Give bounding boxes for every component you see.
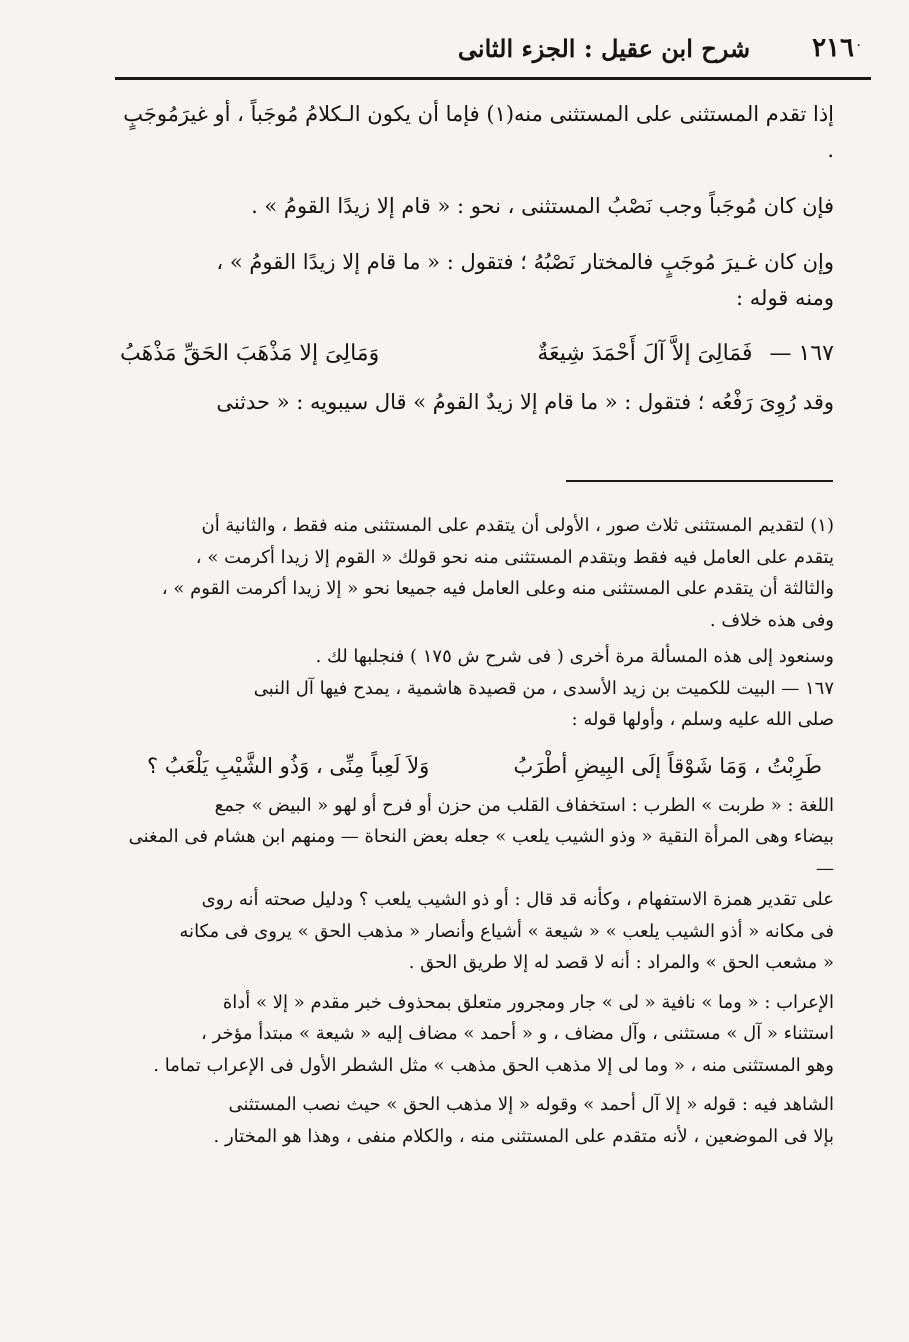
footnote-167-line-1: ١٦٧ — البيت للكميت بن زيد الأسدى ، من قصيدة هاشمية ، يمدح فيها آل النبى bbox=[253, 677, 834, 699]
verse-167-second-hemistich: وَمَالِىَ إلا مَذْهَبَ الحَقِّ مَذْهَبُ bbox=[120, 341, 380, 366]
footnote-167-line-2: صلى الله عليه وسلم ، وأولها قوله : bbox=[571, 709, 834, 730]
paragraph-3-line-2: ومنه قوله : bbox=[736, 286, 834, 310]
footnote-rule bbox=[566, 480, 833, 482]
footnote-1-line-4: وفى هذه خلاف . bbox=[709, 609, 834, 631]
paragraph-1: إذا تقدم المستثنى على المستثنى منه(١) فإما أن يكون الـكلامُ مُوجَباً ، أو غيرَمُوجَبٍ . bbox=[123, 102, 834, 162]
verse-first-text: فَمَالِىَ إلاَّ آلَ أَحْمَدَ شِيعَةٌ bbox=[537, 341, 753, 366]
running-title: شرح ابن عقيل : الجزء الثانى bbox=[457, 33, 751, 63]
lugha-line-4: فى مكانه « أذو الشيب يلعب » « شيعة » أشياع وأنصار « مذهب الحق » يروى فى مكانه bbox=[179, 920, 834, 942]
footnote-verse bbox=[112, 746, 834, 786]
verse-167 bbox=[112, 334, 834, 374]
lugha-line-5: « مشعب الحق » والمراد : أنه لا قصد له إلا طريق الحق . bbox=[408, 952, 834, 973]
footnote-verse-second: وَلاَ لَعِباً مِنِّى ، وَذُو الشَّيْبِ يَلْعَبُ ؟ bbox=[147, 753, 430, 778]
paragraph-2: فإن كان مُوجَباً وجب نَصْبُ المستثنى ، نحو : « قام إلا زيدًا القومُ » . bbox=[251, 194, 834, 218]
lugha-line-1: اللغة : « طربت » الطرب : استخفاف القلب من حزن أو فرح أو لهو « البيض » جمع bbox=[214, 794, 834, 816]
irab-line-2: استثناء « آل » مستثنى ، وآل مضاف ، و « أحمد » مضاف إليه « شيعة » مبتدأ مؤخر ، bbox=[201, 1023, 834, 1044]
irab-line-1: الإعراب : « وما » نافية « لى » جار ومجرور متعلق بمحذوف خبر مقدم « إلا » أداة bbox=[222, 991, 834, 1013]
paragraph-4: وقد رُوِىَ رَفْعُه ؛ فتقول : « ما قام إلا زيدٌ القومُ » قال سيبويه : « حدثنى bbox=[216, 390, 834, 414]
footnote-1-line-3: والثالثة أن يتقدم على المستثنى منه وعلى العامل فيه جميعا نحو « إلا زيدا أكرمت القوم » ، bbox=[161, 578, 834, 599]
shahid-line-1: الشاهد فيه : قوله « إلا آل أحمد » وقوله « إلا مذهب الحق » حيث نصب المستثنى bbox=[228, 1094, 834, 1115]
margin-mark: · bbox=[856, 38, 861, 54]
lugha-line-2: بيضاء وهى المرأة النقية « وذو الشيب يلعب » جعله بعض النحاة — ومنهم ابن هشام فى المغنى — bbox=[128, 826, 834, 879]
lugha-line-3: على تقدير همزة الاستفهام ، وكأنه قد قال : أو ذو الشيب يلعب ؟ ودليل صحته أنه روى bbox=[201, 889, 834, 910]
paragraph-3-line-1: وإن كان غـيرَ مُوجَبٍ فالمختار نَصْبُهُ ؛ فتقول : « ما قام إلا زيدًا القومُ » ، bbox=[216, 250, 834, 274]
irab-line-3: وهو المستثنى منه ، « وما لى إلا مذهب الحق مذهب » مثل الشطر الأول فى الإعراب تماما . bbox=[153, 1054, 834, 1076]
main-text bbox=[112, 96, 834, 420]
verse-167-first-hemistich bbox=[537, 334, 834, 374]
verse-number: ١٦٧ — bbox=[769, 341, 834, 366]
footnotes bbox=[112, 510, 834, 1152]
header-rule bbox=[115, 77, 871, 80]
shahid-line-2: بإلا فى الموضعين ، لأنه متقدم على المستثنى منه ، والكلام منفى ، وهذا هو المختار . bbox=[213, 1125, 834, 1147]
footnote-1-line-5: وسنعود إلى هذه المسألة مرة أخرى ( فى شرح ش ١٧٥ ) فنجلبها لك . bbox=[315, 646, 834, 667]
page-number: ٢١٦ bbox=[812, 33, 854, 63]
footnote-verse-first: طَرِبْتُ ، وَمَا شَوْقاً إلَى البِيضِ أطْرَبُ bbox=[513, 753, 822, 778]
footnote-1-line-1: (١) لتقديم المستثنى ثلاث صور ، الأولى أن يتقدم على المستثنى منه فقط ، والثانية أن bbox=[201, 515, 834, 536]
page-header bbox=[320, 28, 854, 68]
footnote-1-line-2: يتقدم على العامل فيه فقط وبتقدم المستثنى منه نحو قولك « القوم إلا زيدا أكرمت » ، bbox=[195, 546, 834, 568]
